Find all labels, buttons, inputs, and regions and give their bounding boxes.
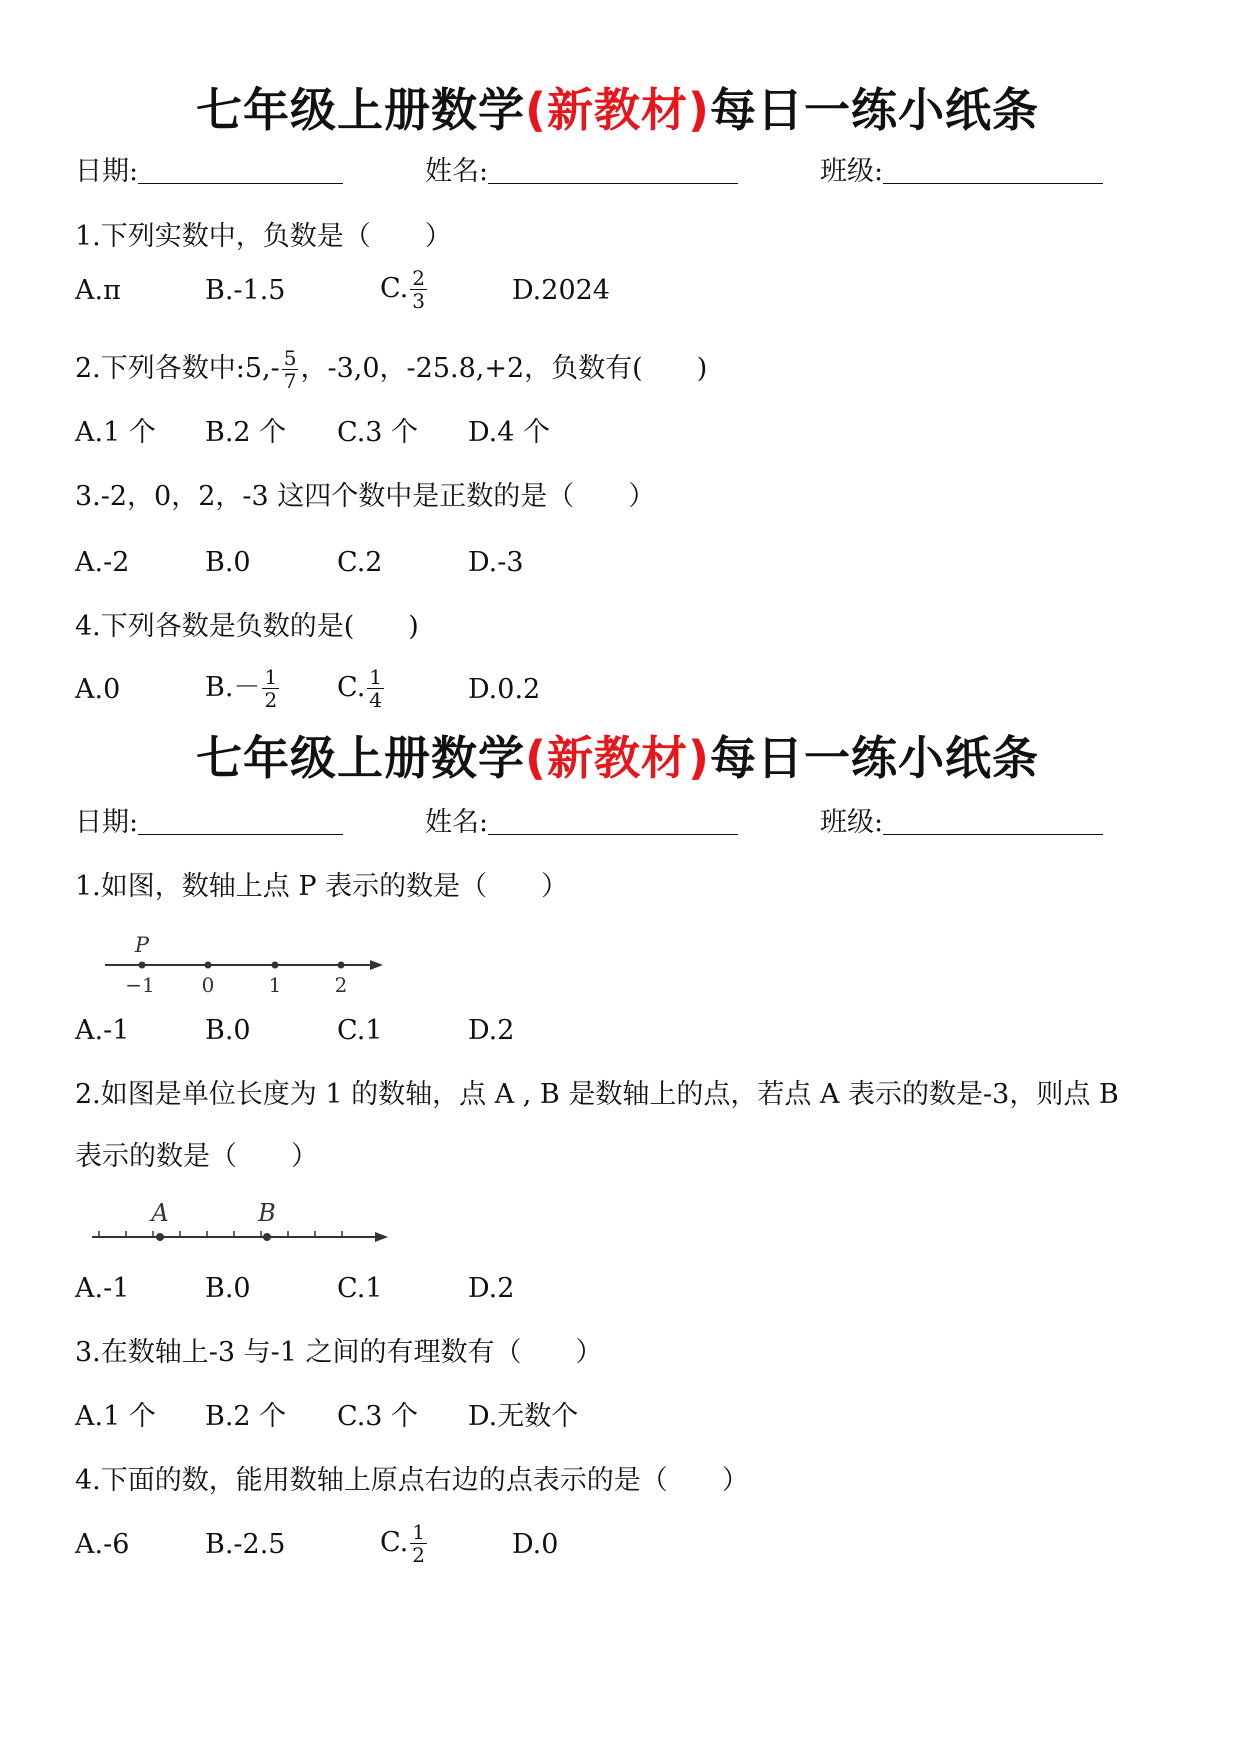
option-a[interactable]: A.-1: [75, 1273, 130, 1304]
fraction: [410, 267, 427, 312]
point-p: [139, 962, 146, 969]
option-b[interactable]: B.0: [205, 1015, 251, 1046]
number-line-figure-1: [100, 930, 400, 1000]
point-p-label: P: [134, 933, 150, 957]
name-label: 姓名:: [425, 156, 489, 187]
arrow-head-icon: [375, 1232, 388, 1242]
fraction-numerator: 1: [369, 665, 383, 689]
name-blank[interactable]: [488, 155, 738, 184]
option-d[interactable]: D.2024: [512, 275, 610, 306]
option-b[interactable]: B.0: [205, 1273, 251, 1304]
name-label: 姓名:: [425, 807, 489, 838]
question-4: 4.下列各数是负数的是( ): [75, 611, 419, 642]
option-c-prefix: C.: [337, 672, 366, 703]
fraction-numerator: 1: [264, 665, 278, 689]
option-c[interactable]: [337, 666, 386, 711]
question-3: 3.在数轴上-3 与-1 之间的有理数有（ ）: [75, 1337, 603, 1368]
option-b[interactable]: B.2 个: [205, 1401, 287, 1432]
fraction-denominator: 2: [264, 688, 278, 712]
fraction-numerator: 2: [412, 266, 426, 290]
option-c[interactable]: [380, 267, 429, 312]
option-c-prefix: C.: [380, 273, 409, 304]
point-a: [156, 1233, 164, 1241]
number-line-figure-2: [90, 1195, 400, 1255]
class-blank[interactable]: [883, 806, 1103, 835]
point-b-label: B: [258, 1199, 276, 1227]
fraction-numerator: 5: [283, 346, 297, 370]
option-d[interactable]: D.0: [512, 1529, 559, 1560]
option-d[interactable]: D.2: [468, 1273, 515, 1304]
point-1: [272, 962, 279, 969]
class-field[interactable]: [820, 155, 1103, 189]
title-text: 七年级上册数学: [195, 731, 525, 785]
class-label: 班级:: [820, 807, 884, 838]
option-a[interactable]: A.π: [75, 275, 121, 306]
option-b[interactable]: B.0: [205, 547, 251, 578]
date-blank[interactable]: [138, 806, 343, 835]
date-label: 日期:: [75, 156, 139, 187]
option-a[interactable]: A.-6: [75, 1529, 130, 1560]
worksheet2-title: [0, 730, 1235, 786]
question-2-pre: 2.下列各数中:5,-: [75, 353, 280, 384]
option-c[interactable]: C.2: [337, 547, 383, 578]
option-a[interactable]: A.1 个: [75, 1401, 156, 1432]
option-d[interactable]: D.无数个: [468, 1401, 579, 1432]
tick-label: 1: [268, 973, 282, 997]
question-4: 4.下面的数，能用数轴上原点右边的点表示的是（ ）: [75, 1465, 749, 1496]
option-b[interactable]: B.-2.5: [205, 1529, 286, 1560]
title-highlight: (新教材): [524, 83, 711, 137]
fraction: [410, 1521, 427, 1566]
option-c[interactable]: C.1: [337, 1273, 383, 1304]
point-a-label: A: [151, 1199, 169, 1227]
tick-label: 2: [334, 973, 348, 997]
arrow-head-icon: [370, 960, 383, 970]
option-b[interactable]: B.-1.5: [205, 275, 286, 306]
name-field[interactable]: [425, 806, 738, 840]
class-label: 班级:: [820, 156, 884, 187]
option-b[interactable]: B.2 个: [205, 417, 287, 448]
name-blank[interactable]: [488, 806, 738, 835]
fraction-denominator: 2: [412, 1543, 426, 1567]
fraction: [262, 666, 279, 711]
tick-label: −1: [125, 973, 155, 997]
option-b-prefix: B.－: [205, 672, 261, 703]
option-c[interactable]: [380, 1521, 429, 1566]
title-highlight: (新教材): [524, 731, 711, 785]
point-2: [338, 962, 345, 969]
option-d[interactable]: D.2: [468, 1015, 515, 1046]
fraction-denominator: 3: [412, 289, 426, 313]
question-2: 2.如图是单位长度为 1 的数轴，点 A , B 是数轴上的点，若点 A 表示的数是-3，则点 B: [75, 1079, 1119, 1110]
fraction: [282, 347, 299, 392]
date-blank[interactable]: [138, 155, 343, 184]
tick-label: 0: [201, 973, 215, 997]
option-c[interactable]: C.3 个: [337, 417, 419, 448]
worksheet1-title: [0, 82, 1235, 138]
point-b: [263, 1233, 271, 1241]
option-a[interactable]: A.-2: [75, 547, 130, 578]
point-0: [205, 962, 212, 969]
option-c[interactable]: C.1: [337, 1015, 383, 1046]
date-field[interactable]: [75, 155, 343, 189]
question-3: 3.-2，0，2，-3 这四个数中是正数的是（ ）: [75, 481, 656, 512]
title-text-end: 每日一练小纸条: [710, 731, 1040, 785]
option-c-prefix: C.: [380, 1527, 409, 1558]
option-d[interactable]: D.4 个: [468, 417, 551, 448]
date-field[interactable]: [75, 806, 343, 840]
question-2-continued: 表示的数是（ ）: [75, 1141, 318, 1172]
fraction: [367, 666, 384, 711]
option-a[interactable]: A.-1: [75, 1015, 130, 1046]
question-1: 1.下列实数中，负数是（ ）: [75, 221, 452, 252]
name-field[interactable]: [425, 155, 738, 189]
fraction-denominator: 4: [369, 688, 383, 712]
title-text: 七年级上册数学: [195, 83, 525, 137]
option-b[interactable]: [205, 666, 281, 711]
fraction-numerator: 1: [412, 1520, 426, 1544]
date-label: 日期:: [75, 807, 139, 838]
fraction-denominator: 7: [283, 369, 297, 393]
title-text-end: 每日一练小纸条: [710, 83, 1040, 137]
class-field[interactable]: [820, 806, 1103, 840]
class-blank[interactable]: [883, 155, 1103, 184]
option-d[interactable]: D.-3: [468, 547, 524, 578]
question-1: 1.如图，数轴上点 P 表示的数是（ ）: [75, 871, 569, 902]
option-c[interactable]: C.3 个: [337, 1401, 419, 1432]
question-2-post: ，-3,0，-25.8,+2，负数有( ): [300, 353, 708, 384]
option-d[interactable]: D.0.2: [468, 674, 541, 705]
option-a[interactable]: A.1 个: [75, 417, 156, 448]
question-2: [75, 347, 707, 392]
option-a[interactable]: A.0: [75, 674, 121, 705]
